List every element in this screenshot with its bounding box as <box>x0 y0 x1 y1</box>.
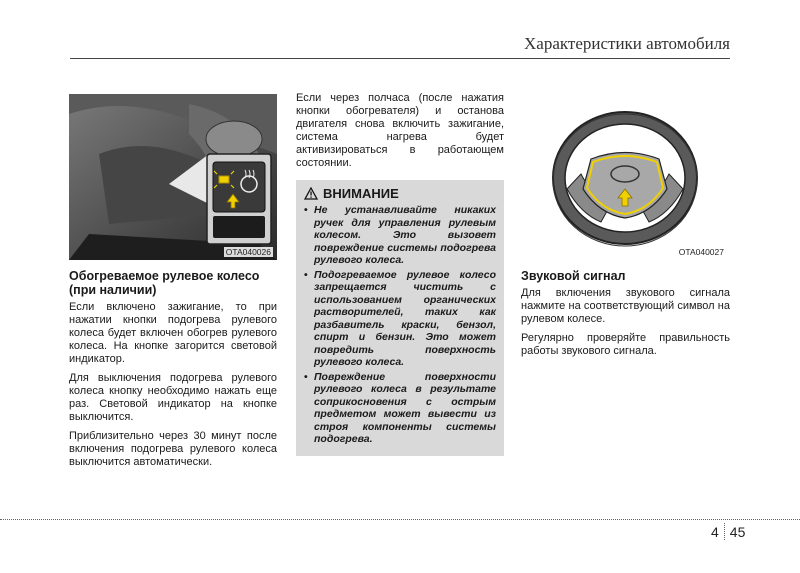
figure-code: OTA040027 <box>678 247 724 257</box>
paragraph: Регулярно проверяйте правильность работы звукового сигнала. <box>521 332 730 357</box>
warning-item-text: Не устанавливайте никаких ручек для управления рулевым колесом. Это вызовет повреждение системы подогрева рулевого колеса. <box>314 204 496 266</box>
heated-wheel-figure <box>69 94 277 260</box>
warning-item-text: Повреждение поверхности рулевого колеса в результате соприкосновения с острым предметом может вывести из строя компоненты системы подогрева. <box>314 370 496 445</box>
page-number-separator <box>724 523 725 540</box>
figure-code: OTA040026 <box>225 247 271 257</box>
warning-item: • Подогреваемое рулевое колесо запрещается чистить с использованием органических растворителей, таких как разбавитель краски, бензол, спирт и бензин. Это может повредить поверхность рулевого колеса. <box>304 268 496 368</box>
header-divider <box>70 58 730 59</box>
footer-divider <box>0 519 800 520</box>
warning-heading-text: ВНИМАНИЕ <box>323 186 399 201</box>
page-number <box>711 523 745 540</box>
warning-item: • Повреждение поверхности рулевого колеса в результате соприкосновения с острым предметом может вывести из строя компоненты системы подогрева. <box>304 370 496 445</box>
paragraph: Если включено зажигание, то при нажатии кнопки подогрева рулевого колеса будет включен обогрев рулевого колеса. На кнопке загорится световой индикатор. <box>69 301 277 365</box>
paragraph: Если через полчаса (после нажатия кнопки обогревателя) и останова двигателя снова включить зажигание, система нагрева будет активизироваться в работающем состоянии. <box>296 92 504 169</box>
page-header-title: Характеристики автомобиля <box>524 34 730 53</box>
left-column <box>69 94 277 475</box>
paragraph: Приблизительно через 30 минут после включения подогрева рулевого колеса выключится автоматически. <box>69 430 277 468</box>
warning-heading <box>304 186 496 201</box>
middle-column <box>296 92 504 456</box>
warning-item-text: Подогреваемое рулевое колесо запрещается чистить с использованием органических растворителей, таких как разбавитель краски, бензол, спирт и бензин. Это может повредить поверхность рулевого колеса. <box>314 268 496 368</box>
steering-wheel-horn-illustration <box>521 94 730 260</box>
horn-figure <box>521 94 730 260</box>
section-title-horn: Звуковой сигнал <box>521 269 626 283</box>
right-column <box>521 94 730 364</box>
heated-wheel-illustration <box>69 94 277 260</box>
section-title-heated-wheel: Обогреваемое рулевое колесо (при наличии) <box>69 269 260 297</box>
warning-box <box>296 180 504 456</box>
paragraph: Для выключения подогрева рулевого колеса кнопку необходимо нажать еще раз. Световой индикатор на кнопке выключится. <box>69 372 277 423</box>
paragraph: Для включения звукового сигнала нажмите на соответствующий символ на рулевом колесе. <box>521 287 730 325</box>
warning-triangle-icon <box>304 187 318 200</box>
chapter-number: 4 <box>711 523 719 540</box>
page-number-value: 45 <box>729 523 746 540</box>
warning-item: • Не устанавливайте никаких ручек для управления рулевым колесом. Это вызовет повреждение системы подогрева рулевого колеса. <box>304 204 496 266</box>
